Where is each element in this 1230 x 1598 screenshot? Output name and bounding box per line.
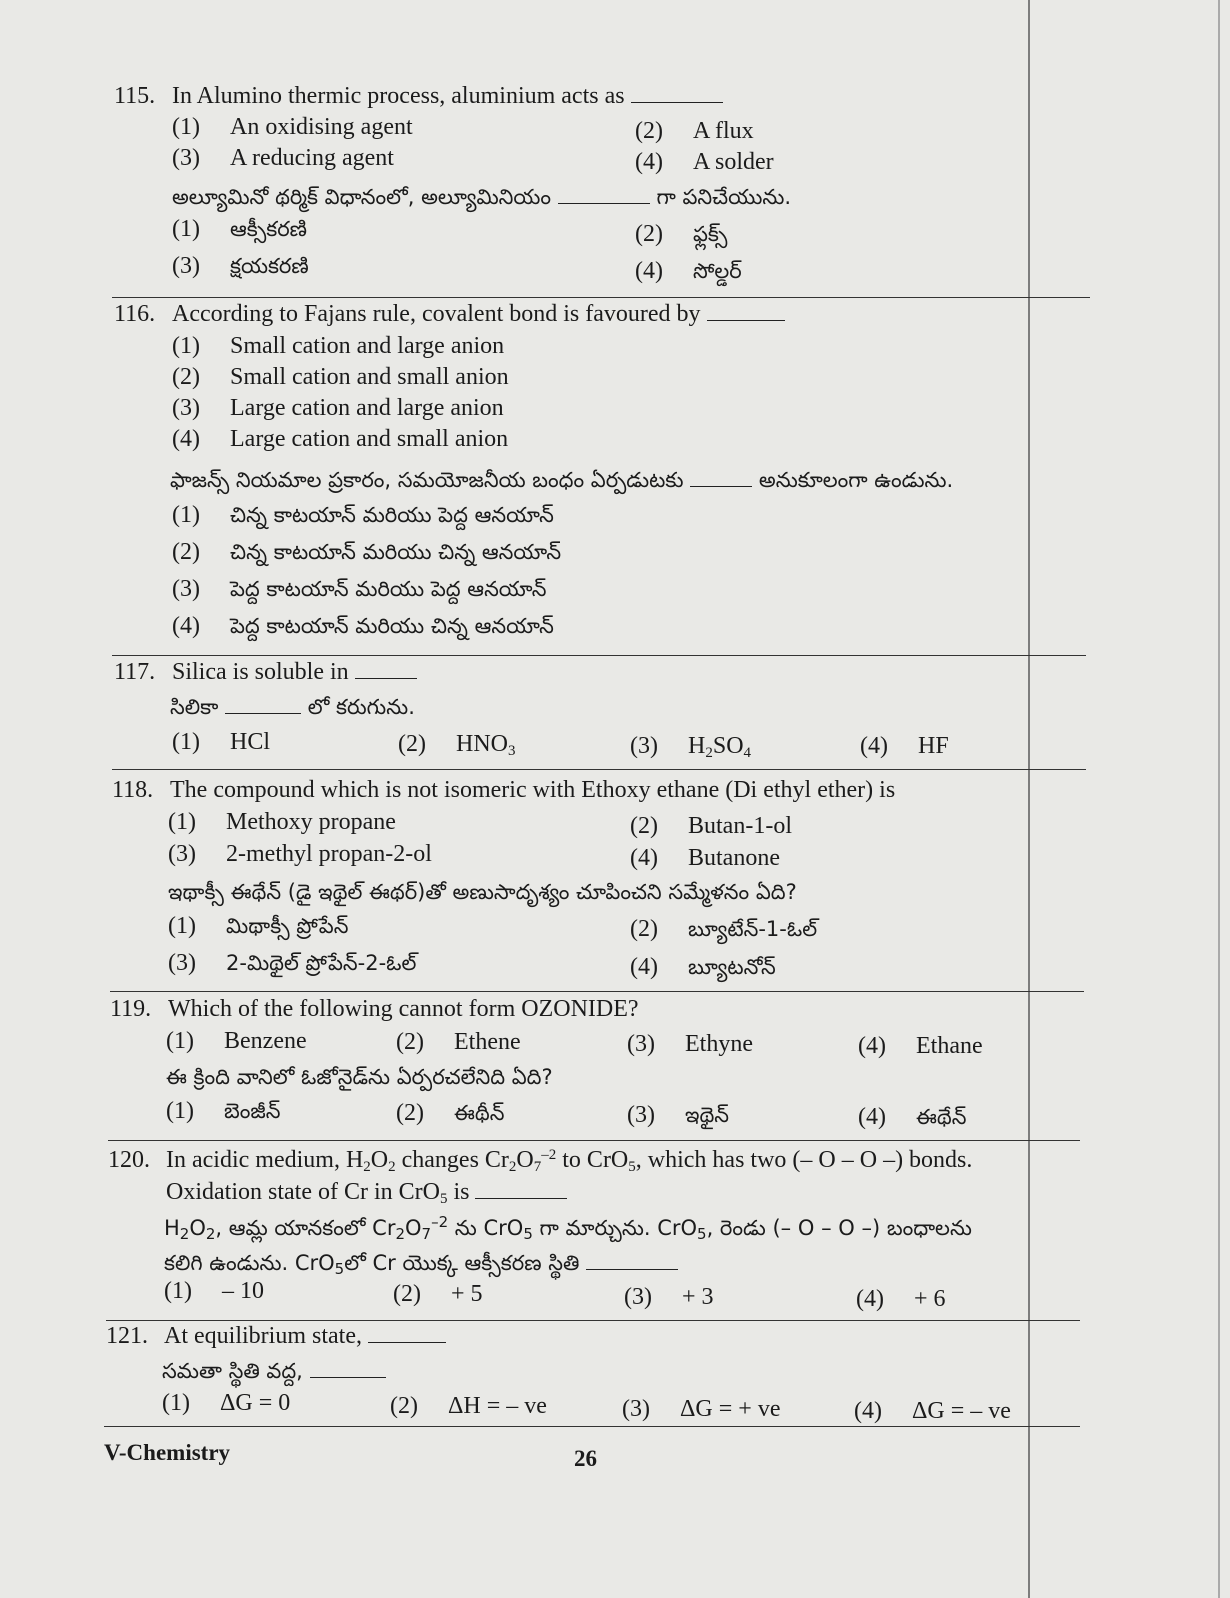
option-2: (2) + 5: [393, 1281, 483, 1307]
option-1-telugu: (1) ఆక్సీకరణి: [172, 216, 308, 242]
option-1: (1) An oxidising agent: [172, 114, 413, 140]
option-4-telugu: (4) బ్యూటనోన్: [630, 954, 776, 980]
option-2-telugu: (2) బ్యూటేన్-1-ఓల్: [630, 916, 818, 942]
option-4: (4) Large cation and small anion: [172, 426, 509, 452]
option-3: (3) ΔG = + ve: [622, 1396, 781, 1422]
option-2: (2) A flux: [635, 118, 754, 144]
option-3: (3) Large cation and large anion: [172, 395, 504, 421]
page-fold-line: [1028, 0, 1030, 1598]
option-2-telugu: (2) చిన్న కాటయాన్ మరియు చిన్న ఆనయాన్: [172, 539, 562, 565]
option-4: (4) HF: [860, 733, 949, 759]
answer-blank: [631, 84, 723, 103]
question-120-text-line2: Oxidation state of Cr in CrO$_5$ is: [166, 1177, 567, 1207]
answer-blank: [368, 1324, 446, 1343]
question-120-telugu-line2: కలిగి ఉండును. CrO$_5$లో Cr యొక్క ఆక్సీకరణ స్థితి: [164, 1248, 678, 1278]
question-119-telugu: ఈ క్రింది వానిలో ఓజోనైడ్‌ను ఏర్పరచలేనిది ఏది?: [166, 1065, 553, 1089]
page-edge-line: [1218, 0, 1220, 1598]
footer-subject: V-Chemistry: [104, 1440, 231, 1465]
page-number: 26: [574, 1446, 597, 1471]
option-1-telugu: (1) బెంజీన్: [166, 1098, 281, 1124]
option-4-telugu: (4) ఈథేన్: [858, 1104, 967, 1130]
option-3-telugu: (3) 2-మిథైల్ ప్రోపేన్-2-ఓల్: [168, 950, 417, 976]
option-1: (1) HCl: [172, 729, 271, 755]
option-1-telugu: (1) మిథాక్సీ ప్రోపేన్: [168, 913, 349, 939]
answer-blank: [310, 1359, 386, 1378]
option-1: (1) – 10: [164, 1278, 264, 1304]
option-1: (1) Methoxy propane: [168, 809, 396, 835]
option-3-telugu: (3) ఇథైన్: [627, 1102, 730, 1128]
option-2: (2) Small cation and small anion: [172, 364, 509, 390]
option-3-telugu: (3) క్షయకరణి: [172, 253, 309, 279]
question-116-text: 116. According to Fajans rule, covalent bond is favoured by: [114, 299, 785, 329]
answer-blank: [707, 302, 785, 321]
option-3-telugu: (3) పెద్ద కాటయాన్ మరియు పెద్ద ఆనయాన్: [172, 576, 547, 602]
answer-blank: [558, 185, 650, 204]
question-118-text: 118. The compound which is not isomeric with Ethoxy ethane (Di ethyl ether) is: [112, 777, 896, 803]
question-120-telugu: $H_2O_2$, ఆమ్ల యానకంలో $Cr_2O_7^{-2}$ ను CrO$_5$ గా మార్చును. CrO$_5$, రెండు (– O – O –) బంధాలను: [164, 1213, 972, 1243]
option-2-telugu: (2) ఫ్లక్స్: [635, 221, 728, 247]
option-4-telugu: (4) పెద్ద కాటయాన్ మరియు చిన్న ఆనయాన్: [172, 613, 554, 639]
option-1: (1) Benzene: [166, 1028, 307, 1054]
option-1-telugu: (1) చిన్న కాటయాన్ మరియు పెద్ద ఆనయాన్: [172, 502, 554, 528]
separator: [112, 655, 1086, 656]
separator: [104, 1426, 1080, 1427]
question-115-telugu: అల్యూమినో థర్మిక్ విధానంలో, అల్యూమినియం గా పనిచేయును.: [172, 185, 792, 209]
answer-blank: [355, 660, 417, 679]
option-3: (3) $H_2SO_4$: [630, 733, 752, 761]
question-119-text: 119. Which of the following cannot form OZONIDE?: [110, 996, 639, 1022]
option-2: (2) ΔH = – ve: [390, 1393, 547, 1419]
answer-blank: [475, 1180, 567, 1199]
option-4: (4) ΔG = – ve: [854, 1398, 1011, 1424]
question-120-text: 120. In acidic medium, $H_2O_2$ changes $Cr_2O_7^{-2}$ to CrO$_5$, which has two (– O – O –) bonds.: [108, 1147, 973, 1175]
question-117-text: 117. Silica is soluble in: [114, 657, 417, 687]
question-121-telugu: సమతా స్థితి వద్ద,: [162, 1356, 386, 1386]
option-2: (2) Butan-1-ol: [630, 813, 792, 839]
option-4: (4) + 6: [856, 1286, 946, 1312]
option-2-telugu: (2) ఈథీన్: [396, 1100, 505, 1126]
option-3: (3) Ethyne: [627, 1031, 753, 1057]
answer-blank: [225, 695, 301, 714]
separator: [108, 1140, 1080, 1141]
question-117-telugu: సిలికా లో కరుగును.: [170, 695, 415, 719]
answer-blank: [586, 1251, 678, 1270]
option-4: (4) Butanone: [630, 845, 780, 871]
option-3: (3) + 3: [624, 1284, 714, 1310]
question-118-telugu: ఇథాక్సీ ఈథేన్ (డై ఇథైల్ ఈథర్)తో అణుసాదృశ్యం చూపించని సమ్మేళనం ఏది?: [168, 880, 797, 904]
option-1: (1) ΔG = 0: [162, 1390, 291, 1416]
option-2: (2) $HNO_3$: [398, 731, 516, 759]
option-3: (3) 2-methyl propan-2-ol: [168, 841, 432, 867]
separator: [112, 297, 1090, 298]
answer-blank: [690, 468, 752, 487]
option-2: (2) Ethene: [396, 1029, 521, 1055]
question-116-telugu: ఫాజన్స్ నియమాల ప్రకారం, సమయోజనీయ బంధం ఏర్పడుటకు అనుకూలంగా ఉండును.: [170, 468, 954, 492]
separator: [112, 769, 1086, 770]
option-1: (1) Small cation and large anion: [172, 333, 505, 359]
option-4-telugu: (4) సోల్డర్: [635, 258, 742, 284]
question-115-text: 115. In Alumino thermic process, aluminium acts as: [114, 81, 723, 111]
option-3: (3) A reducing agent: [172, 145, 394, 171]
option-4: (4) A solder: [635, 149, 774, 175]
option-4: (4) Ethane: [858, 1033, 983, 1059]
separator: [110, 991, 1084, 992]
question-121-text: 121. At equilibrium state,: [106, 1321, 446, 1351]
